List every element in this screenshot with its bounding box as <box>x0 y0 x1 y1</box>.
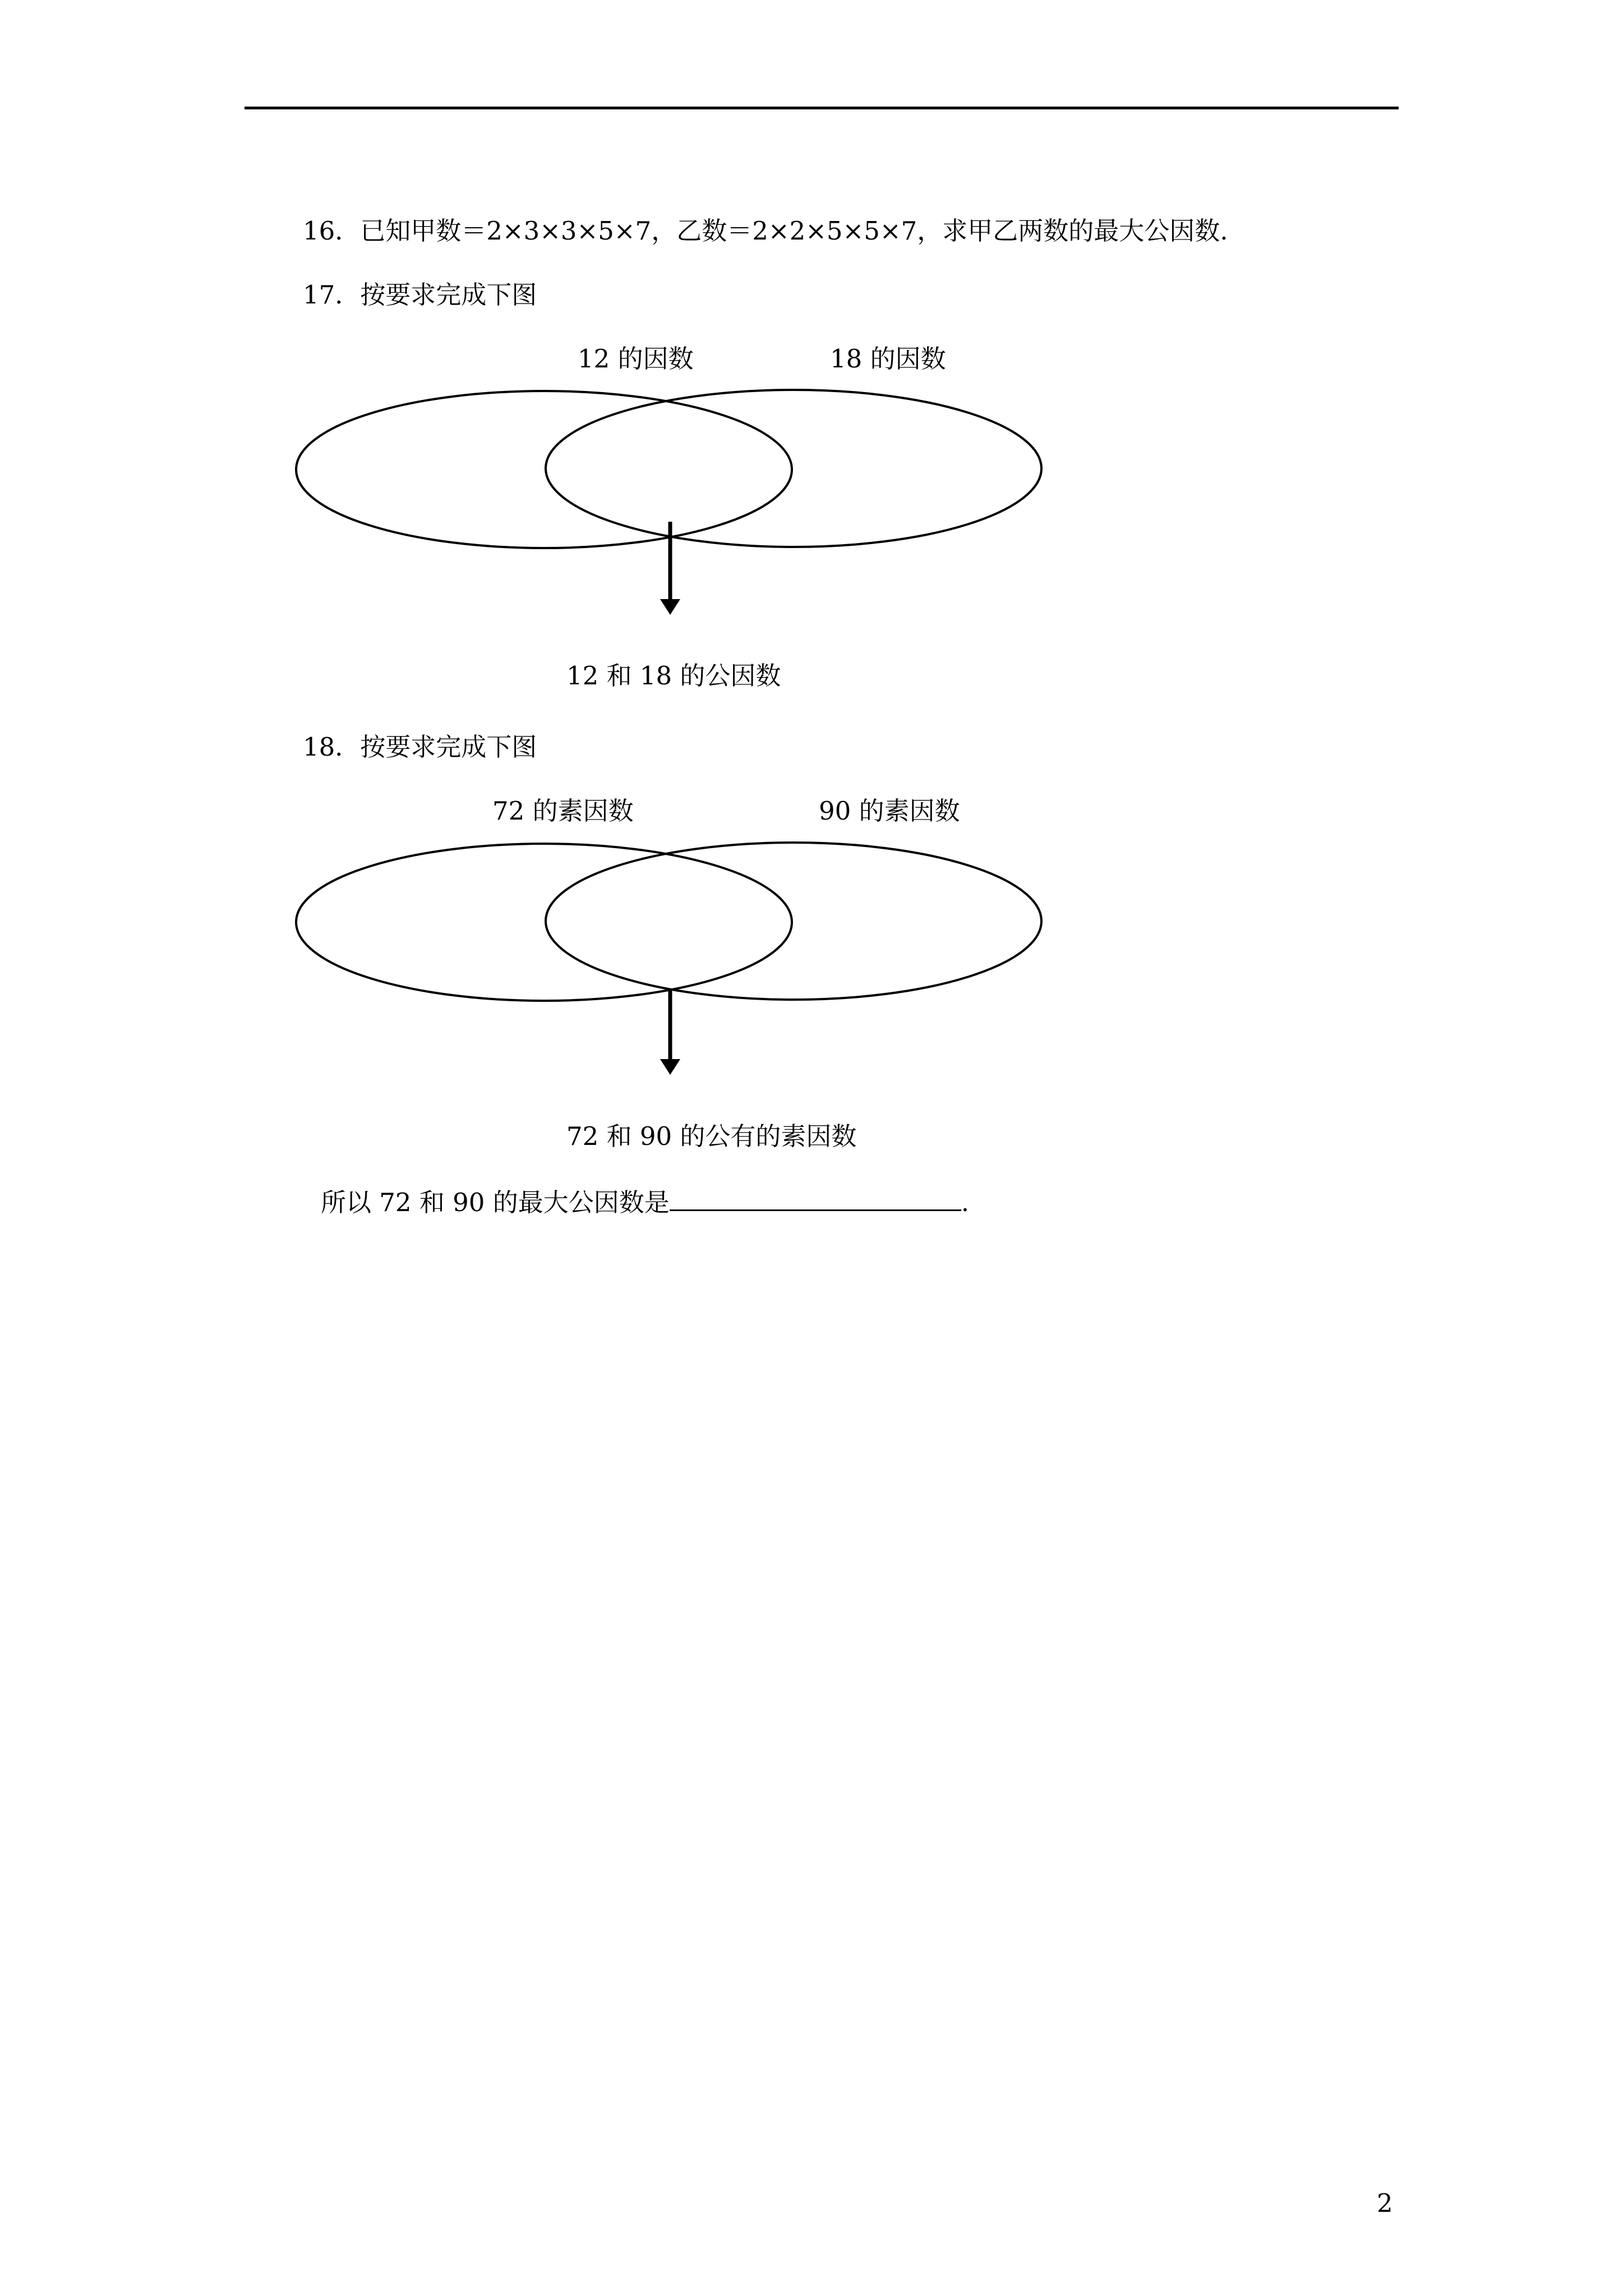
question-16 <box>303 214 1228 248</box>
question-17 <box>303 278 537 312</box>
page-number: 2 <box>1377 2188 1393 2218</box>
venn-18-shapes <box>0 783 1623 1153</box>
venn-18-right-ellipse <box>546 843 1041 1000</box>
answer-blank[interactable] <box>670 1185 961 1211</box>
question-18 <box>303 730 537 764</box>
venn-18-left-label: 72 的素因数 <box>492 796 634 826</box>
venn-17-left-ellipse <box>296 391 792 548</box>
venn-17-shapes <box>0 331 1623 701</box>
question-16-text: 已知甲数＝2×3×3×5×7，乙数＝2×2×5×5×7，求甲乙两数的最大公因数. <box>360 216 1228 246</box>
venn-18-arrow-head <box>660 1059 680 1075</box>
venn-17-bottom-label: 12 和 18 的公因数 <box>566 661 781 691</box>
question-18-text: 按要求完成下图 <box>360 732 537 762</box>
conclusion-text: 所以 72 和 90 的最大公因数是 <box>321 1188 670 1217</box>
venn-18-bottom-label: 72 和 90 的公有的素因数 <box>566 1121 857 1151</box>
venn-17-left-label: 12 的因数 <box>578 344 694 374</box>
venn-18-left-ellipse <box>296 844 792 1001</box>
conclusion-period: . <box>961 1188 970 1217</box>
venn-diagram-17 <box>0 331 1623 701</box>
question-17-number: 17． <box>303 280 361 310</box>
question-16-number: 16． <box>303 216 361 246</box>
venn-17-right-label: 18 的因数 <box>830 344 946 374</box>
question-18-number: 18． <box>303 732 361 762</box>
venn-18-right-label: 90 的素因数 <box>819 796 960 826</box>
venn-17-right-ellipse <box>546 390 1041 547</box>
header-rule <box>245 107 1399 109</box>
venn-17-arrow-head <box>660 599 680 615</box>
question-18-conclusion <box>321 1185 969 1220</box>
question-17-text: 按要求完成下图 <box>360 280 537 310</box>
venn-diagram-18 <box>0 783 1623 1153</box>
